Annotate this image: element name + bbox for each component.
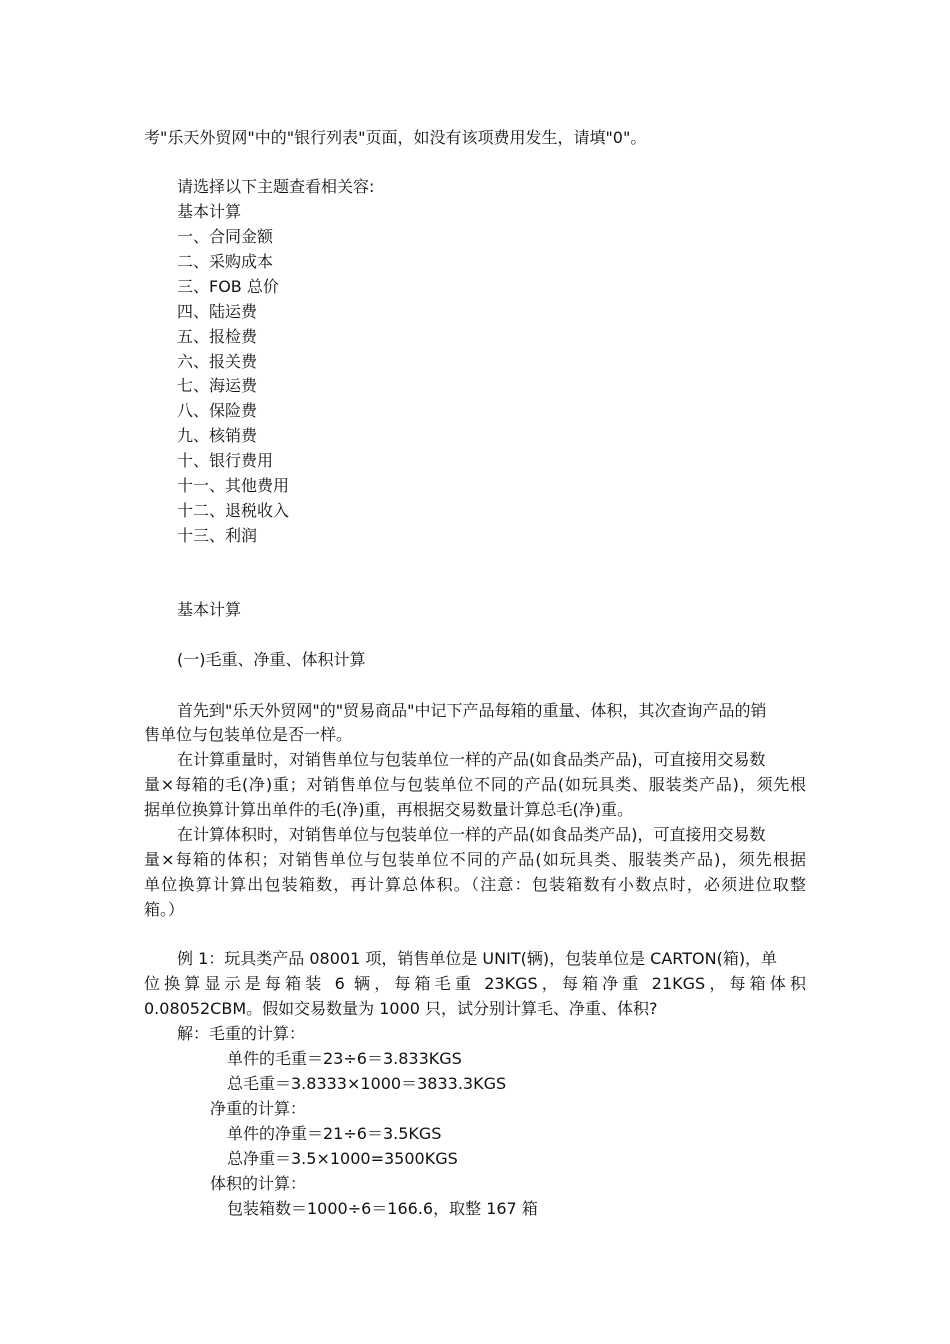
toc-item[interactable]: 十一、其他费用: [177, 476, 290, 495]
calc-line: 包装箱数＝1000÷6＝166.6，取整 167 箱: [227, 1199, 538, 1218]
toc-item[interactable]: 基本计算: [177, 202, 242, 221]
paragraph-line: 首先到"乐天外贸网"的"贸易商品"中记下产品每箱的重量、体积，其次查询产品的销: [177, 701, 767, 720]
toc-item[interactable]: 一、合同金额: [177, 227, 274, 246]
calc-line: 单件的净重＝21÷6＝3.5KGS: [227, 1124, 442, 1143]
paragraph-line: 售单位与包装单位是否一样。: [144, 725, 353, 744]
toc-item[interactable]: 六、报关费: [177, 352, 258, 371]
example-line: 例 1：玩具类产品 08001 项，销售单位是 UNIT(辆)，包装单位是 CARTON(箱)，单: [177, 949, 778, 968]
toc-item[interactable]: 七、海运费: [177, 376, 258, 395]
toc-item[interactable]: 二、采购成本: [177, 252, 274, 271]
toc-item[interactable]: 五、报检费: [177, 327, 258, 346]
calc-line: 单件的毛重＝23÷6＝3.833KGS: [227, 1049, 462, 1068]
calc-line: 总净重＝3.5×1000=3500KGS: [227, 1149, 458, 1168]
example-line: 0.08052CBM。假如交易数量为 1000 只，试分别计算毛、净重、体积?: [144, 999, 658, 1018]
net-weight-label: 净重的计算：: [210, 1099, 307, 1118]
toc-item[interactable]: 十、银行费用: [177, 451, 274, 470]
subsection-title: (一)毛重、净重、体积计算: [177, 650, 366, 669]
paragraph-line: 量×每箱的毛(净)重；对销售单位与包装单位不同的产品(如玩具类、服装类产品)，须先根: [144, 775, 806, 794]
paragraph-line: 在计算重量时，对销售单位与包装单位一样的产品(如食品类产品)，可直接用交易数: [177, 750, 766, 769]
paragraph-line: 在计算体积时，对销售单位与包装单位一样的产品(如食品类产品)，可直接用交易数: [177, 825, 766, 844]
paragraph-line: 单位换算计算出包装箱数，再计算总体积。（注意：包装箱数有小数点时，必须进位取整: [144, 875, 806, 894]
solution-label: 解：毛重的计算：: [177, 1024, 306, 1043]
volume-label: 体积的计算：: [210, 1174, 307, 1193]
section-title: 基本计算: [177, 600, 242, 619]
paragraph-line: 量×每箱的体积；对销售单位与包装单位不同的产品(如玩具类、服装类产品)，须先根据: [144, 850, 806, 869]
toc-item[interactable]: 八、保险费: [177, 401, 258, 420]
toc-item[interactable]: 三、FOB 总价: [177, 277, 279, 296]
paragraph-line: 据单位换算计算出单件的毛(净)重，再根据交易数量计算总毛(净)重。: [144, 800, 633, 819]
example-line: 位换算显示是每箱装 6 辆，每箱毛重 23KGS，每箱净重 21KGS，每箱体积: [144, 974, 806, 993]
toc-item[interactable]: 九、核销费: [177, 426, 258, 445]
calc-line: 总毛重＝3.8333×1000＝3833.3KGS: [227, 1074, 507, 1093]
intro-line: 考"乐天外贸网"中的"银行列表"页面，如没有该项费用发生，请填"0"。: [144, 128, 647, 147]
toc-item[interactable]: 十三、利润: [177, 526, 258, 545]
toc-prompt: 请选择以下主题查看相关容:: [177, 177, 375, 196]
toc-item[interactable]: 四、陆运费: [177, 302, 258, 321]
toc-item[interactable]: 十二、退税收入: [177, 501, 290, 520]
paragraph-line: 箱。）: [144, 900, 185, 919]
